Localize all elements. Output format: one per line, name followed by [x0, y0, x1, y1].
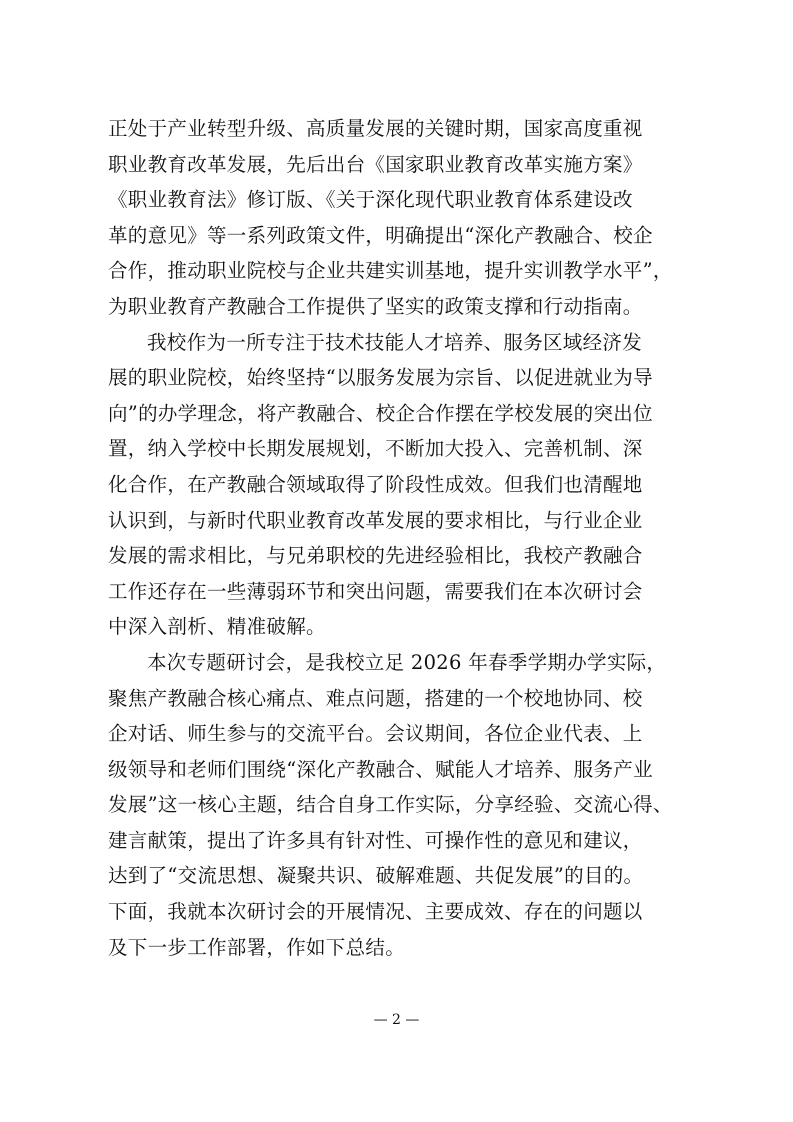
text-line: 化合作，在产教融合领域取得了阶段性成效。但我们也清醒地 — [108, 472, 643, 496]
text-line: 向”的办学理念，将产教融合、校企合作摆在学校发展的突出位 — [108, 401, 653, 425]
text-line: 正处于产业转型升级、高质量发展的关键时期，国家高度重视 — [108, 117, 643, 140]
text-line: 合作，推动职业院校与企业共建实训基地，提升实训教学水平”， — [108, 259, 673, 283]
text-line: 级领导和老师们围绕“深化产教融合、赋能人才培养、服务产业 — [108, 757, 653, 781]
text-line: 达到了“交流思想、凝聚共识、破解难题、共促发展”的目的。 — [108, 864, 644, 888]
text-line: 《职业教育法》修订版、《关于深化现代职业教育体系建设改 — [108, 188, 633, 212]
text-line: 聚焦产教融合核心痛点、难点问题，搭建的一个校地协同、校 — [108, 686, 643, 710]
text-line: 我校作为一所专注于技术技能人才培养、服务区域经济发 — [147, 330, 643, 354]
paragraph-3 — [108, 645, 686, 965]
page-number: — 2 — — [373, 1012, 420, 1028]
text-line: 发展的需求相比，与兄弟职校的先进经验相比，我校产教融合 — [108, 544, 643, 568]
text-line: 认识到，与新时代职业教育改革发展的要求相比，与行业企业 — [108, 508, 643, 532]
text-line: 建言献策，提出了许多具有针对性、可操作性的意见和建议， — [108, 828, 643, 852]
text-line: 及下一步工作部署，作如下总结。 — [108, 935, 406, 959]
text-line: 本次专题研讨会，是我校立足 2026 年春季学期办学实际， — [147, 650, 667, 674]
text-line: 置，纳入学校中长期发展规划，不断加大投入、完善机制、深 — [108, 437, 643, 461]
text-line: 下面，我就本次研讨会的开展情况、主要成效、存在的问题以 — [108, 900, 643, 924]
text-line: 中深入剖析、精准破解。 — [108, 615, 326, 639]
text-line: 工作还存在一些薄弱环节和突出问题，需要我们在本次研讨会 — [108, 579, 643, 603]
paragraph-2 — [108, 325, 686, 645]
document-body — [108, 111, 686, 965]
text-line: 发展”这一核心主题，结合自身工作实际，分享经验、交流心得、 — [108, 793, 673, 817]
text-line: 企对话、师生参与的交流平台。会议期间，各位企业代表、上 — [108, 722, 643, 746]
paragraph-1 — [108, 111, 686, 325]
text-line: 职业教育改革发展，先后出台《国家职业教育改革实施方案》 — [108, 152, 643, 176]
text-line: 革的意见》等一系列政策文件，明确提出“深化产教融合、校企 — [108, 223, 653, 247]
text-line: 展的职业院校，始终坚持“以服务发展为宗旨、以促进就业为导 — [108, 366, 653, 390]
text-line: 为职业教育产教融合工作提供了坚实的政策支撑和行动指南。 — [108, 294, 643, 318]
